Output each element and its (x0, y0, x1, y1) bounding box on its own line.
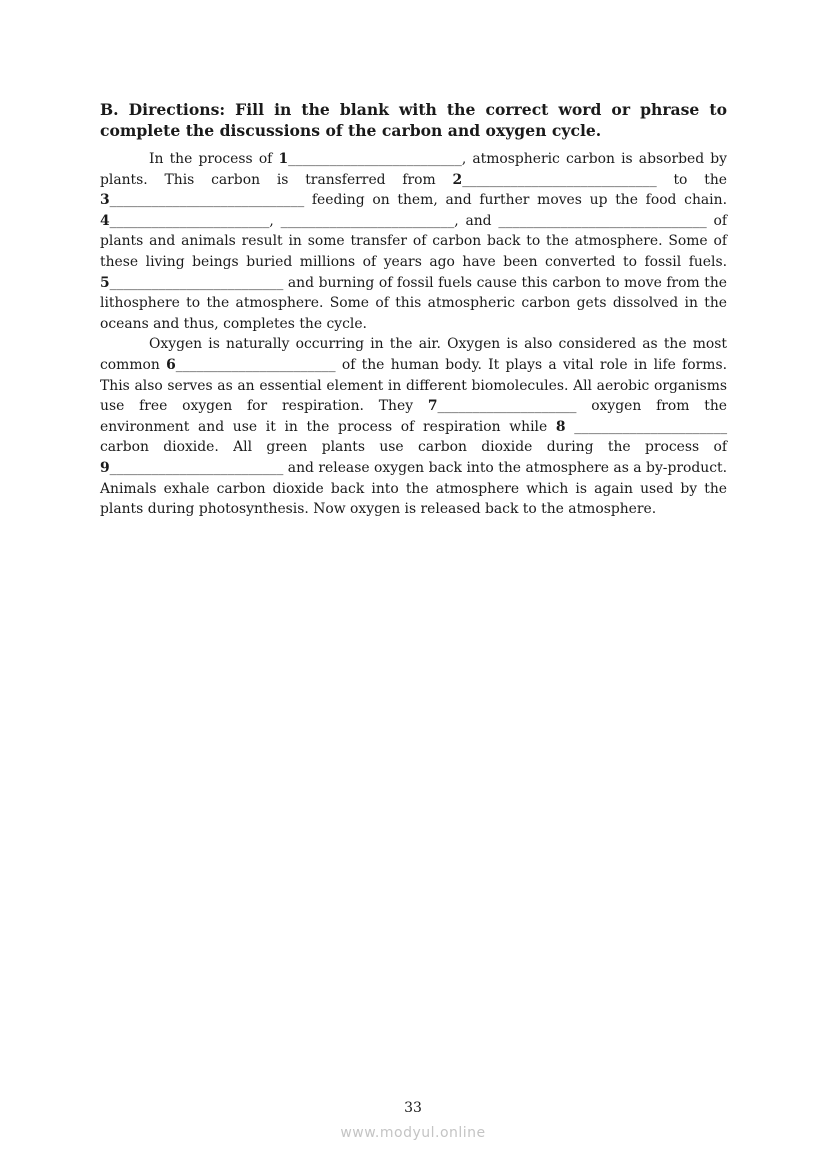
text-segment: Oxygen is naturally occurring in the air. Oxygen is also considered as the most common (100, 336, 727, 373)
blank-number-2: 2 (452, 171, 463, 188)
text-segment: , atmospheric carbon is absorbed by plants. This carbon is transferred from (100, 151, 728, 188)
text-segment: to the (656, 171, 727, 188)
blank-number-6: 6 (166, 356, 176, 373)
blank-4b: _________________________ (280, 212, 455, 229)
blank-4c: ______________________________ (498, 212, 707, 229)
carbon-cycle-paragraph (100, 149, 727, 334)
text-segment: oxygen from the environment and use it in the process of respiration while (100, 398, 727, 435)
blank-number-5: 5 (100, 274, 110, 291)
text-segment: feeding on them, and further moves up the food chain. (304, 192, 727, 209)
blank-number-1: 1 (278, 151, 289, 167)
blank-7: ____________________ (437, 398, 577, 415)
text-segment: of the human body. It plays a vital role in life forms. This also serves as an essential element in different biomolecules. All aerobic organisms use free oxygen for respiration. They (100, 356, 727, 415)
blank-9: _________________________ (109, 459, 284, 476)
text-segment: of plants and animals result in some transfer of carbon back to the atmosphere. Some of these living beings buried millions of years ago have been converted to fossil fuels. (100, 212, 727, 270)
watermark: www.modyul.online (340, 1125, 486, 1141)
blank-number-3: 3 (100, 192, 110, 209)
text-segment: , (269, 212, 281, 229)
blank-3: ____________________________ (109, 192, 305, 209)
blank-2: ____________________________ (462, 171, 657, 188)
blank-number-9: 9 (100, 459, 110, 476)
blank-number-7: 7 (427, 398, 438, 415)
text-segment: carbon dioxide. All green plants use carbon dioxide during the process of (100, 439, 727, 456)
blank-number-4: 4 (100, 212, 110, 229)
blank-4a: _______________________ (109, 212, 270, 229)
blank-number-8: 8 (555, 418, 566, 435)
text-segment: , and (454, 212, 499, 229)
worksheet-content (100, 99, 727, 520)
text-segment: and burning of fossil fuels cause this carbon to move from the lithosphere to the atmosphere. Some of this atmospheric carbon gets dissolved in the oceans and thus, completes the cycle. (100, 274, 727, 332)
text-segment: In the process of (149, 151, 279, 167)
text-segment: and release oxygen back into the atmosphere as a by-product. Animals exhale carbon dioxide back into the atmosphere which is again used by the plants during photosynthesis. Now oxygen is released back to the atmosphere. (100, 459, 727, 518)
blank-1: _________________________ (288, 151, 462, 167)
page-number: 33 (404, 1100, 422, 1116)
blank-5: _________________________ (109, 274, 284, 291)
oxygen-cycle-paragraph (100, 334, 727, 519)
blank-8: ______________________ (574, 418, 728, 435)
blank-6: _______________________ (175, 356, 336, 373)
directions-heading: B. Directions: Fill in the blank with the correct word or phrase to complete the discussions of the carbon and oxygen cycle. (100, 100, 727, 140)
